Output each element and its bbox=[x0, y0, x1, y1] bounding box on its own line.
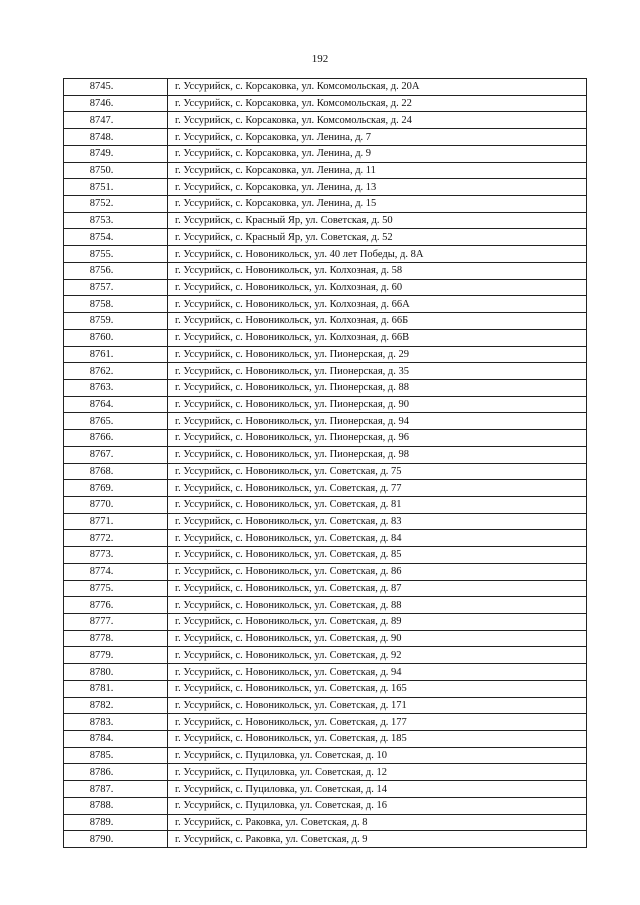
table-row bbox=[64, 814, 587, 831]
table-row bbox=[64, 547, 587, 564]
row-number-cell: 8767. bbox=[64, 446, 168, 463]
address-cell: г. Уссурийск, с. Новоникольск, ул. Советская, д. 185 bbox=[168, 731, 587, 748]
table-row bbox=[64, 680, 587, 697]
table-row bbox=[64, 764, 587, 781]
row-number-cell: 8751. bbox=[64, 179, 168, 196]
table-row bbox=[64, 797, 587, 814]
address-cell: г. Уссурийск, с. Новоникольск, ул. Советская, д. 84 bbox=[168, 530, 587, 547]
table-row bbox=[64, 630, 587, 647]
table-row bbox=[64, 296, 587, 313]
row-number-cell: 8783. bbox=[64, 714, 168, 731]
row-number-cell: 8765. bbox=[64, 413, 168, 430]
row-number-cell: 8747. bbox=[64, 112, 168, 129]
address-cell: г. Уссурийск, с. Новоникольск, ул. Колхозная, д. 66Б bbox=[168, 313, 587, 330]
address-cell: г. Уссурийск, с. Корсаковка, ул. Ленина, д. 9 bbox=[168, 145, 587, 162]
address-cell: г. Уссурийск, с. Новоникольск, ул. Советская, д. 90 bbox=[168, 630, 587, 647]
row-number-cell: 8757. bbox=[64, 279, 168, 296]
table-row bbox=[64, 95, 587, 112]
row-number-cell: 8790. bbox=[64, 831, 168, 848]
row-number-cell: 8745. bbox=[64, 79, 168, 96]
address-cell: г. Уссурийск, с. Новоникольск, ул. Советская, д. 87 bbox=[168, 580, 587, 597]
row-number-cell: 8785. bbox=[64, 747, 168, 764]
address-cell: г. Уссурийск, с. Новоникольск, ул. Советская, д. 88 bbox=[168, 597, 587, 614]
row-number-cell: 8774. bbox=[64, 563, 168, 580]
row-number-cell: 8753. bbox=[64, 212, 168, 229]
row-number-cell: 8789. bbox=[64, 814, 168, 831]
table-row bbox=[64, 831, 587, 848]
table-row bbox=[64, 346, 587, 363]
row-number-cell: 8770. bbox=[64, 496, 168, 513]
address-cell: г. Уссурийск, с. Новоникольск, ул. Колхозная, д. 66В bbox=[168, 329, 587, 346]
address-cell: г. Уссурийск, с. Новоникольск, ул. Советская, д. 85 bbox=[168, 547, 587, 564]
row-number-cell: 8761. bbox=[64, 346, 168, 363]
row-number-cell: 8758. bbox=[64, 296, 168, 313]
row-number-cell: 8760. bbox=[64, 329, 168, 346]
table-row bbox=[64, 697, 587, 714]
table-row bbox=[64, 513, 587, 530]
address-cell: г. Уссурийск, с. Пуциловка, ул. Советская, д. 14 bbox=[168, 781, 587, 798]
table-row bbox=[64, 413, 587, 430]
address-cell: г. Уссурийск, с. Новоникольск, ул. Советская, д. 86 bbox=[168, 563, 587, 580]
row-number-cell: 8755. bbox=[64, 246, 168, 263]
table-row bbox=[64, 246, 587, 263]
address-cell: г. Уссурийск, с. Новоникольск, ул. Пионерская, д. 88 bbox=[168, 379, 587, 396]
row-number-cell: 8766. bbox=[64, 430, 168, 447]
row-number-cell: 8781. bbox=[64, 680, 168, 697]
address-cell: г. Уссурийск, с. Корсаковка, ул. Ленина, д. 15 bbox=[168, 196, 587, 213]
table-row bbox=[64, 781, 587, 798]
row-number-cell: 8748. bbox=[64, 129, 168, 146]
address-cell: г. Уссурийск, с. Пуциловка, ул. Советская, д. 10 bbox=[168, 747, 587, 764]
address-cell: г. Уссурийск, с. Пуциловка, ул. Советская, д. 12 bbox=[168, 764, 587, 781]
row-number-cell: 8773. bbox=[64, 547, 168, 564]
table-row bbox=[64, 179, 587, 196]
address-cell: г. Уссурийск, с. Новоникольск, ул. Колхозная, д. 66А bbox=[168, 296, 587, 313]
table-row bbox=[64, 313, 587, 330]
row-number-cell: 8749. bbox=[64, 145, 168, 162]
row-number-cell: 8784. bbox=[64, 731, 168, 748]
address-cell: г. Уссурийск, с. Новоникольск, ул. Пионерская, д. 90 bbox=[168, 396, 587, 413]
address-table-body bbox=[64, 79, 587, 848]
table-row bbox=[64, 614, 587, 631]
address-cell: г. Уссурийск, с. Корсаковка, ул. Ленина, д. 7 bbox=[168, 129, 587, 146]
address-cell: г. Уссурийск, с. Раковка, ул. Советская, д. 9 bbox=[168, 831, 587, 848]
table-row bbox=[64, 430, 587, 447]
address-cell: г. Уссурийск, с. Красный Яр, ул. Советская, д. 50 bbox=[168, 212, 587, 229]
row-number-cell: 8769. bbox=[64, 480, 168, 497]
row-number-cell: 8754. bbox=[64, 229, 168, 246]
address-cell: г. Уссурийск, с. Новоникольск, ул. Советская, д. 75 bbox=[168, 463, 587, 480]
address-cell: г. Уссурийск, с. Новоникольск, ул. Колхозная, д. 58 bbox=[168, 262, 587, 279]
address-cell: г. Уссурийск, с. Новоникольск, ул. Советская, д. 81 bbox=[168, 496, 587, 513]
row-number-cell: 8759. bbox=[64, 313, 168, 330]
table-row bbox=[64, 329, 587, 346]
table-row bbox=[64, 446, 587, 463]
row-number-cell: 8771. bbox=[64, 513, 168, 530]
table-row bbox=[64, 162, 587, 179]
address-cell: г. Уссурийск, с. Новоникольск, ул. Пионерская, д. 35 bbox=[168, 363, 587, 380]
table-row bbox=[64, 79, 587, 96]
address-cell: г. Уссурийск, с. Новоникольск, ул. Советская, д. 165 bbox=[168, 680, 587, 697]
table-row bbox=[64, 262, 587, 279]
table-row bbox=[64, 664, 587, 681]
row-number-cell: 8787. bbox=[64, 781, 168, 798]
address-cell: г. Уссурийск, с. Новоникольск, ул. Пионерская, д. 96 bbox=[168, 430, 587, 447]
address-cell: г. Уссурийск, с. Корсаковка, ул. Ленина, д. 11 bbox=[168, 162, 587, 179]
table-row bbox=[64, 363, 587, 380]
table-row bbox=[64, 563, 587, 580]
address-cell: г. Уссурийск, с. Красный Яр, ул. Советская, д. 52 bbox=[168, 229, 587, 246]
row-number-cell: 8775. bbox=[64, 580, 168, 597]
address-cell: г. Уссурийск, с. Корсаковка, ул. Комсомольская, д. 24 bbox=[168, 112, 587, 129]
row-number-cell: 8778. bbox=[64, 630, 168, 647]
row-number-cell: 8746. bbox=[64, 95, 168, 112]
row-number-cell: 8763. bbox=[64, 379, 168, 396]
table-row bbox=[64, 379, 587, 396]
row-number-cell: 8762. bbox=[64, 363, 168, 380]
row-number-cell: 8776. bbox=[64, 597, 168, 614]
table-row bbox=[64, 145, 587, 162]
row-number-cell: 8764. bbox=[64, 396, 168, 413]
table-row bbox=[64, 279, 587, 296]
address-cell: г. Уссурийск, с. Раковка, ул. Советская, д. 8 bbox=[168, 814, 587, 831]
row-number-cell: 8788. bbox=[64, 797, 168, 814]
address-cell: г. Уссурийск, с. Новоникольск, ул. Советская, д. 177 bbox=[168, 714, 587, 731]
table-row bbox=[64, 480, 587, 497]
address-cell: г. Уссурийск, с. Новоникольск, ул. Пионерская, д. 29 bbox=[168, 346, 587, 363]
table-row bbox=[64, 714, 587, 731]
table-row bbox=[64, 496, 587, 513]
address-cell: г. Уссурийск, с. Новоникольск, ул. 40 лет Победы, д. 8А bbox=[168, 246, 587, 263]
page-number: 192 bbox=[311, 53, 329, 65]
address-cell: г. Уссурийск, с. Новоникольск, ул. Советская, д. 94 bbox=[168, 664, 587, 681]
row-number-cell: 8786. bbox=[64, 764, 168, 781]
row-number-cell: 8752. bbox=[64, 196, 168, 213]
row-number-cell: 8768. bbox=[64, 463, 168, 480]
address-cell: г. Уссурийск, с. Новоникольск, ул. Колхозная, д. 60 bbox=[168, 279, 587, 296]
row-number-cell: 8756. bbox=[64, 262, 168, 279]
table-row bbox=[64, 229, 587, 246]
address-cell: г. Уссурийск, с. Новоникольск, ул. Пионерская, д. 94 bbox=[168, 413, 587, 430]
address-cell: г. Уссурийск, с. Новоникольск, ул. Советская, д. 89 bbox=[168, 614, 587, 631]
row-number-cell: 8779. bbox=[64, 647, 168, 664]
address-cell: г. Уссурийск, с. Новоникольск, ул. Советская, д. 77 bbox=[168, 480, 587, 497]
table-row bbox=[64, 396, 587, 413]
row-number-cell: 8782. bbox=[64, 697, 168, 714]
address-cell: г. Уссурийск, с. Новоникольск, ул. Пионерская, д. 98 bbox=[168, 446, 587, 463]
address-cell: г. Уссурийск, с. Новоникольск, ул. Советская, д. 83 bbox=[168, 513, 587, 530]
table-row bbox=[64, 212, 587, 229]
table-row bbox=[64, 747, 587, 764]
row-number-cell: 8750. bbox=[64, 162, 168, 179]
table-row bbox=[64, 463, 587, 480]
table-row bbox=[64, 597, 587, 614]
table-row bbox=[64, 129, 587, 146]
table-row bbox=[64, 580, 587, 597]
address-cell: г. Уссурийск, с. Корсаковка, ул. Ленина, д. 13 bbox=[168, 179, 587, 196]
address-cell: г. Уссурийск, с. Корсаковка, ул. Комсомольская, д. 20А bbox=[168, 79, 587, 96]
row-number-cell: 8780. bbox=[64, 664, 168, 681]
table-row bbox=[64, 647, 587, 664]
address-cell: г. Уссурийск, с. Новоникольск, ул. Советская, д. 171 bbox=[168, 697, 587, 714]
table-row bbox=[64, 731, 587, 748]
address-cell: г. Уссурийск, с. Корсаковка, ул. Комсомольская, д. 22 bbox=[168, 95, 587, 112]
table-row bbox=[64, 196, 587, 213]
row-number-cell: 8772. bbox=[64, 530, 168, 547]
table-row bbox=[64, 112, 587, 129]
table-row bbox=[64, 530, 587, 547]
address-table bbox=[63, 78, 587, 848]
row-number-cell: 8777. bbox=[64, 614, 168, 631]
address-cell: г. Уссурийск, с. Новоникольск, ул. Советская, д. 92 bbox=[168, 647, 587, 664]
address-cell: г. Уссурийск, с. Пуциловка, ул. Советская, д. 16 bbox=[168, 797, 587, 814]
